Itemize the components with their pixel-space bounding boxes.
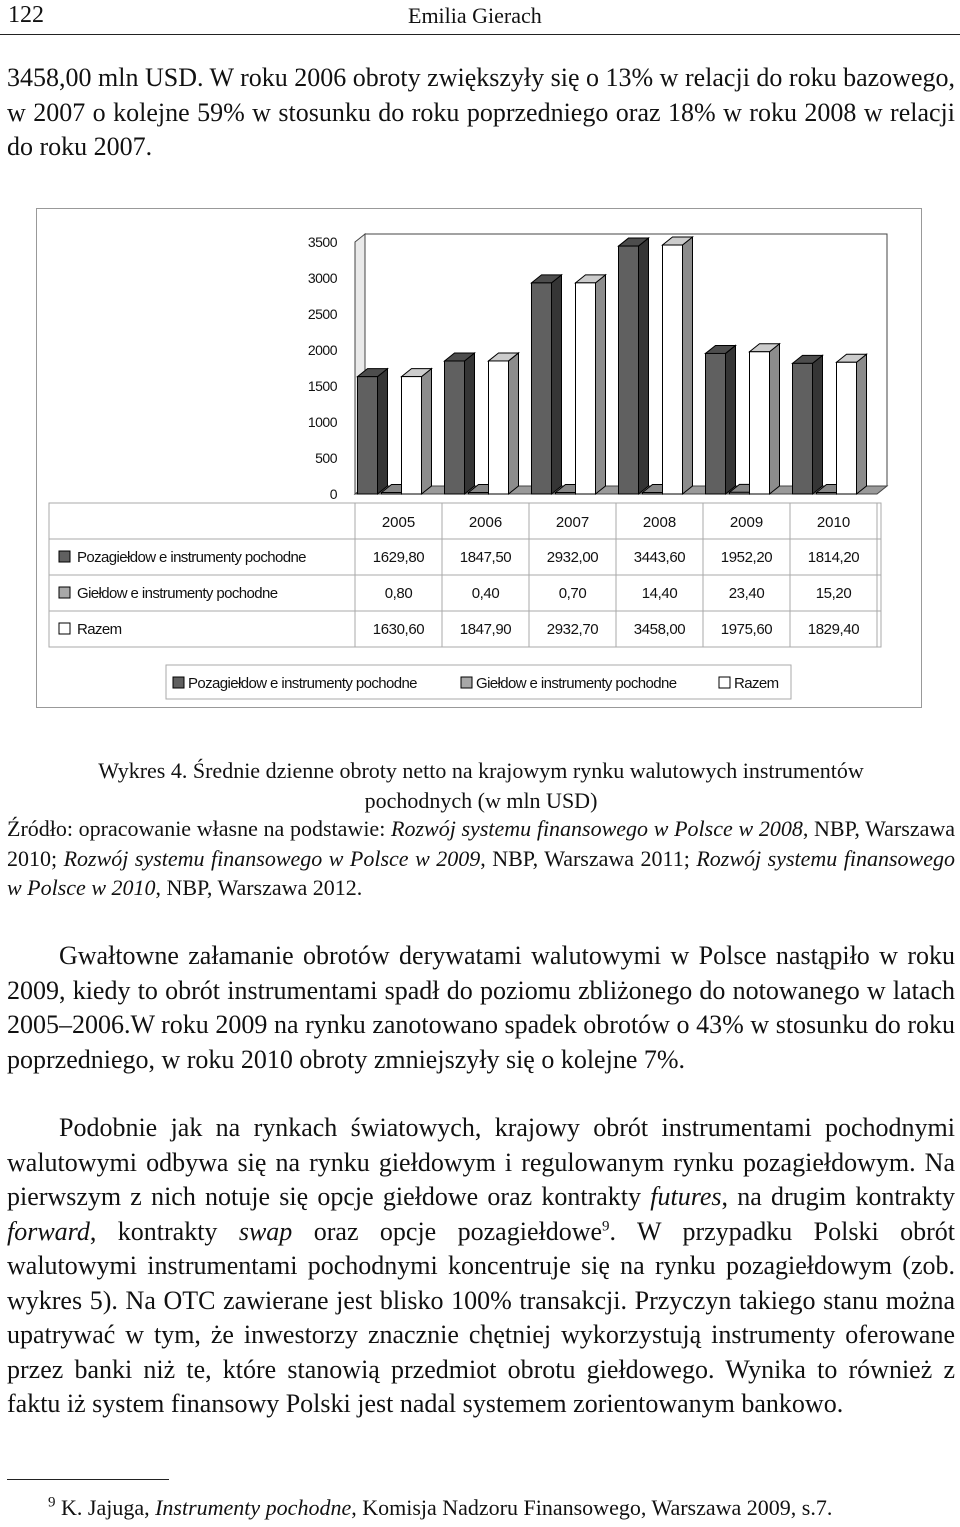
series-row-label: Pozagiełdow e instrumenty pochodne xyxy=(77,549,306,566)
figure-source xyxy=(7,814,955,903)
bar xyxy=(706,353,726,494)
data-value-label: 1829,40 xyxy=(807,621,860,638)
footnote-text: K. Jajuga, xyxy=(55,1495,156,1520)
bar-side xyxy=(596,275,606,494)
category-label: 2009 xyxy=(729,514,764,531)
data-value-label: 1975,60 xyxy=(720,621,773,638)
bar-side xyxy=(422,369,432,494)
legend-swatch xyxy=(719,677,730,688)
y-tick-label: 0 xyxy=(329,486,337,502)
bar xyxy=(469,493,489,495)
source-title: Rozwój systemu finansowego w Polsce w 2009 xyxy=(63,845,481,871)
bar xyxy=(556,493,576,495)
footnote xyxy=(48,1494,832,1522)
series-swatch xyxy=(59,587,70,598)
data-value-label: 1952,20 xyxy=(720,549,773,566)
caption-line-2: pochodnych (w mln USD) xyxy=(364,788,598,813)
y-tick-label: 500 xyxy=(315,450,337,466)
bar xyxy=(489,361,509,494)
bar-chart xyxy=(37,209,921,707)
running-head-author: Emilia Gierach xyxy=(408,3,542,28)
bar xyxy=(445,361,465,494)
bar-side xyxy=(683,237,693,494)
data-value-label: 1847,90 xyxy=(459,621,512,638)
bar xyxy=(837,362,857,494)
data-value-label: 15,20 xyxy=(815,585,852,602)
bar-side xyxy=(509,353,519,494)
footnote-number: 9 xyxy=(48,1494,56,1511)
source-text: Źródło: opracowanie własne na podstawie: xyxy=(7,816,392,841)
source-text: , NBP, Warszawa 2012. xyxy=(155,875,363,900)
source-title: Rozwój systemu finansowego w Polsce w 2010 xyxy=(7,845,955,900)
term-futures: futures xyxy=(650,1182,722,1211)
series-swatch xyxy=(59,551,70,562)
bar xyxy=(402,377,422,494)
legend-swatch xyxy=(461,677,472,688)
term-swap: swap xyxy=(238,1216,293,1246)
y-tick-label: 2500 xyxy=(307,306,337,322)
bar-side xyxy=(378,369,388,494)
paragraph-text: Podobnie jak na rynkach światowych, krajowy obrót instrumentami pochodnymi walutowymi odbywa się na rynku giełdowym i regulowanym rynku pozagiełdowym. Na pierwszym z nich notuje się opcje giełdowe oraz kontrakty xyxy=(7,1113,955,1211)
source-text: , NBP, Warszawa 2011; xyxy=(480,845,697,871)
bar xyxy=(730,492,750,494)
series-row-label: Giełdow e instrumenty pochodne xyxy=(77,585,278,602)
y-tick-label: 3500 xyxy=(307,234,337,250)
y-tick-label: 3000 xyxy=(307,270,337,286)
bar-side xyxy=(813,355,823,494)
bar xyxy=(619,246,639,494)
source-title: Rozwój systemu finansowego w Polsce w 2008 xyxy=(391,816,803,841)
bar-side xyxy=(857,354,867,494)
paragraph-text: oraz opcje pozagiełdowe xyxy=(292,1216,603,1246)
series-row-label: Razem xyxy=(77,621,122,638)
data-value-label: 1630,60 xyxy=(372,621,425,638)
bar-side xyxy=(639,238,649,494)
category-label: 2005 xyxy=(381,514,416,531)
footnote-title: Instrumenty pochodne xyxy=(155,1495,352,1520)
term-forward: forward xyxy=(7,1216,90,1246)
chart-figure xyxy=(36,208,922,708)
data-value-label: 0,80 xyxy=(384,585,413,602)
data-value-label: 23,40 xyxy=(728,585,765,602)
bar xyxy=(817,493,837,495)
bar-side xyxy=(465,353,475,494)
intro-paragraph: 3458,00 mln USD. W roku 2006 obroty zwiększyły się o 13% w relacji do roku bazowego, w 2007 o kolejne 59% w stosunku do roku poprzedniego oraz 18% w roku 2008 w relacji do roku 2007. xyxy=(7,63,955,161)
bar xyxy=(793,363,813,494)
category-label: 2007 xyxy=(555,514,590,531)
series-swatch xyxy=(59,623,70,634)
data-value-label: 1847,50 xyxy=(459,549,512,566)
bar xyxy=(750,352,770,494)
category-label: 2008 xyxy=(642,514,677,531)
paragraph-2 xyxy=(7,1111,955,1422)
paragraph-text: , kontrakty xyxy=(89,1216,239,1246)
bar xyxy=(663,245,683,494)
footnote-text: , Komisja Nadzoru Finansowego, Warszawa 2009, s.7. xyxy=(351,1495,833,1520)
bar xyxy=(358,377,378,494)
legend-swatch xyxy=(173,677,184,688)
source-text: , NBP, Warszawa 2010; xyxy=(7,816,956,871)
data-value-label: 1814,20 xyxy=(807,549,860,566)
category-label: 2006 xyxy=(468,514,503,531)
bar-side xyxy=(770,344,780,494)
y-tick-label: 1000 xyxy=(307,414,337,430)
data-value-label: 2932,70 xyxy=(546,621,599,638)
footnote-divider xyxy=(7,1479,169,1480)
footnote-reference[interactable]: 9 xyxy=(602,1217,610,1234)
bar xyxy=(576,283,596,494)
y-tick-label: 1500 xyxy=(307,378,337,394)
data-value-label: 0,70 xyxy=(558,585,587,602)
legend-label: Pozagiełdow e instrumenty pochodne xyxy=(188,675,417,692)
data-value-label: 2932,00 xyxy=(546,549,599,566)
paragraph-1: Gwałtowne załamanie obrotów derywatami walutowymi w Polsce nastąpiło w roku 2009, kiedy to obrót instrumentami spadł do poziomu zbliżonego do notowanego w latach 2005–2006.W roku 2009 na rynku zanotowano spadek obrotów o 43% w stosunku do roku poprzedniego, w roku 2010 obroty zmniejszyły się o kolejne 7%. xyxy=(7,941,955,1074)
legend-label: Razem xyxy=(734,675,779,692)
figure-caption xyxy=(7,756,955,816)
page-header xyxy=(0,0,960,35)
y-tick-label: 2000 xyxy=(307,342,337,358)
data-value-label: 0,40 xyxy=(471,585,500,602)
bar-side xyxy=(552,275,562,494)
paragraph-text: , na drugim kontrakty xyxy=(721,1182,955,1211)
paragraph-text: . W przypadku Polski obrót walutowymi instrumentami pochodnymi koncentruje się na rynku pozagiełdowym (zob. wykres 5). Na OTC zawierane jest blisko 100% transakcji. Przyczyn takiego stanu można upatrywać w tym, że inwestorzy znacznie chętniej wykorzystują instrumenty oferowane przez banki niż te, które stanowią przedmiot obrotu giełdowego. Wynika to również z faktu iż system finansowy Polski jest nadal systemem zorientowanym bankowo. xyxy=(7,1216,955,1418)
legend-label: Giełdow e instrumenty pochodne xyxy=(476,675,677,692)
caption-line-1: Wykres 4. Średnie dzienne obroty netto na krajowym rynku walutowych instrumentów xyxy=(98,758,864,783)
bar xyxy=(643,493,663,495)
data-value-label: 14,40 xyxy=(641,585,678,602)
bar xyxy=(532,283,552,494)
page-number: 122 xyxy=(8,2,44,28)
bar-side xyxy=(726,345,736,494)
data-value-label: 3443,60 xyxy=(633,549,686,566)
bar xyxy=(382,493,402,495)
data-value-label: 3458,00 xyxy=(633,621,686,638)
category-label: 2010 xyxy=(816,514,851,531)
data-value-label: 1629,80 xyxy=(372,549,425,566)
